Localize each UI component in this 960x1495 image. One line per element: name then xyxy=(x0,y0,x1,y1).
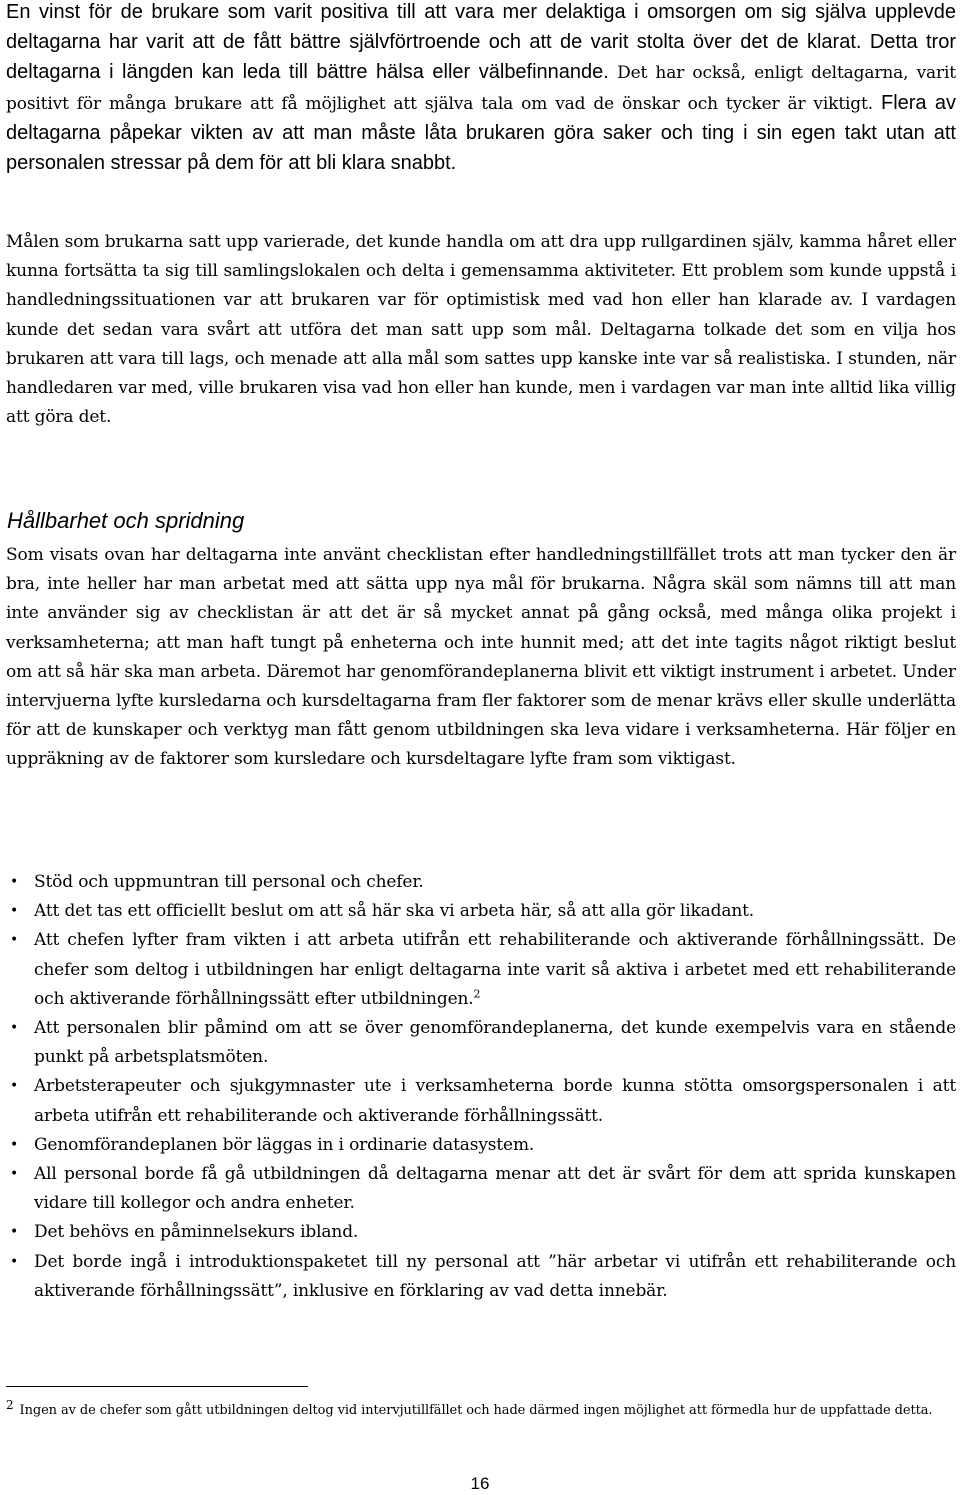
paragraph-goals: Målen som brukarna satt upp varierade, det kunde handla om att dra upp rullgardinen själv, kamma håret eller kunna fortsätta ta sig till samlingslokalen och delta i gemensamma aktiviteter. Ett problem som kunde uppstå i handledningssituationen var att brukaren var för optimistisk med vad hon eller han klarade av. I vardagen kunde det sedan vara svårt att utföra det man satt upp som mål. Deltagarna tolkade det som en vilja hos brukaren att vara till lags, och menade att alla mål som sattes upp kanske inte var så realistiska. I stunden, när handledaren var med, ville brukaren visa vad hon eller han kunde, men i vardagen var man inte alltid lika villig att göra det. xyxy=(6,232,956,428)
list-item-text: Att personalen blir påmind om att se över genomförandeplanerna, det kunde exempelvis vara en stående punkt på arbetsplatsmöten. xyxy=(34,1018,956,1068)
bullet-dot: • xyxy=(10,874,19,890)
paragraph-benefits xyxy=(6,0,956,179)
list-item xyxy=(6,1131,956,1160)
paragraph-benefits-part2: Det har också, enligt deltagarna, varit positivt för många brukare att få möjlighet att själva tala om vad de önskar och tycker är viktigt. xyxy=(6,63,956,114)
list-item xyxy=(6,1072,956,1130)
list-item-text: Att chefen lyfter fram vikten i att arbeta utifrån ett rehabiliterande och aktiverande förhållningssätt. De chefer som deltog i utbildningen har enligt deltagarna inte varit så aktiva i arbetet med ett rehabiliterande och aktiverande förhållningssätt efter utbildningen. xyxy=(34,930,956,1009)
list-item-text: Det behövs en påminnelsekurs ibland. xyxy=(34,1222,359,1243)
list-item-text: Arbetsterapeuter och sjukgymnaster ute i verksamheterna borde kunna stötta omsorgspersonalen i att arbeta utifrån ett rehabiliterande och aktiverande förhållningssätt. xyxy=(34,1076,956,1126)
list-item xyxy=(6,1248,956,1306)
list-item-text: All personal borde få gå utbildningen då deltagarna menar att det är svårt för dem att sprida kunskapen vidare till kollegor och andra enheter. xyxy=(34,1164,956,1214)
bullet-dot: • xyxy=(10,903,19,920)
list-item-text: Stöd och uppmuntran till personal och chefer. xyxy=(34,872,424,892)
bullet-dot: • xyxy=(10,932,19,949)
list-item xyxy=(6,1014,956,1072)
bullet-dot: • xyxy=(10,1253,19,1270)
paragraph-benefits-part1: En vinst för de brukare som varit positiva till att vara mer delaktiga i omsorgen om sig själva upplevde deltagarna har varit att de fått bättre självförtroende och att de varit stolta över det de klarat. Detta tror deltagarna i längden kan leda till bättre hälsa eller välbefinnande. xyxy=(6,1,956,84)
bullet-dot: • xyxy=(10,1136,19,1153)
list-item-text: Att det tas ett officiellt beslut om att så här ska vi arbeta här, så att alla gör likadant. xyxy=(34,901,755,922)
list-item xyxy=(6,1218,956,1247)
list-item xyxy=(6,868,956,897)
paragraph-sustainability: Som visats ovan har deltagarna inte använt checklistan efter handledningstillfället trots att man tycker den är bra, inte heller har man arbetat med att sätta upp nya mål för brukarna. Några skäl som nämns till att man inte använder sig av checklistan är att det är så mycket annat på gång också, med många olika projekt i verksamheterna; att man haft tungt på enheterna och inte hunnit med; att det inte tagits något riktigt beslut om att så här ska man arbeta. Däremot har genomförandeplanerna blivit ett viktigt instrument i arbetet. Under intervjuerna lyfte kursledarna och kursdeltagarna fram fler faktorer som de menar krävs eller skulle underlätta för att de kunskaper och verktyg man fått genom utbildningen ska leva vidare i verksamheterna. Här följer en uppräkning av de faktorer som kursledare och kursdeltagare lyfte fram som viktigast. xyxy=(6,545,956,770)
list-item xyxy=(6,897,956,926)
page-number: 16 xyxy=(470,1474,490,1493)
footnote xyxy=(6,1397,946,1421)
bullet-dot: • xyxy=(10,1020,19,1037)
bullet-dot: • xyxy=(10,1078,19,1095)
bullet-dot: • xyxy=(10,1166,19,1183)
section-heading: Hållbarhet och spridning xyxy=(7,508,245,533)
footnote-divider xyxy=(6,1386,308,1387)
paragraph-benefits-part3: Flera av deltagarna påpekar vikten av att man måste låta brukaren göra saker och ting i sin egen takt utan att personalen stressar på dem för att bli klara snabbt. xyxy=(6,91,956,175)
footnote-ref: 2 xyxy=(473,987,481,1001)
list-item-text: Genomförandeplanen bör läggas in i ordinarie datasystem. xyxy=(34,1134,535,1155)
footnote-text: Ingen av de chefer som gått utbildningen deltog vid intervjutillfället och hade därmed ingen möjlighet att förmedla hur de uppfattade detta. xyxy=(19,1403,933,1418)
factor-list xyxy=(6,868,956,1306)
list-item xyxy=(6,1160,956,1218)
list-item xyxy=(6,926,956,1014)
bullet-dot: • xyxy=(10,1224,19,1241)
footnote-number: 2 xyxy=(6,1397,14,1412)
list-item-text: Det borde ingå i introduktionspaketet till ny personal att ”här arbetar vi utifrån ett rehabiliterande och aktiverande förhållningssätt”, inklusive en förklaring av vad detta innebär. xyxy=(34,1251,956,1301)
